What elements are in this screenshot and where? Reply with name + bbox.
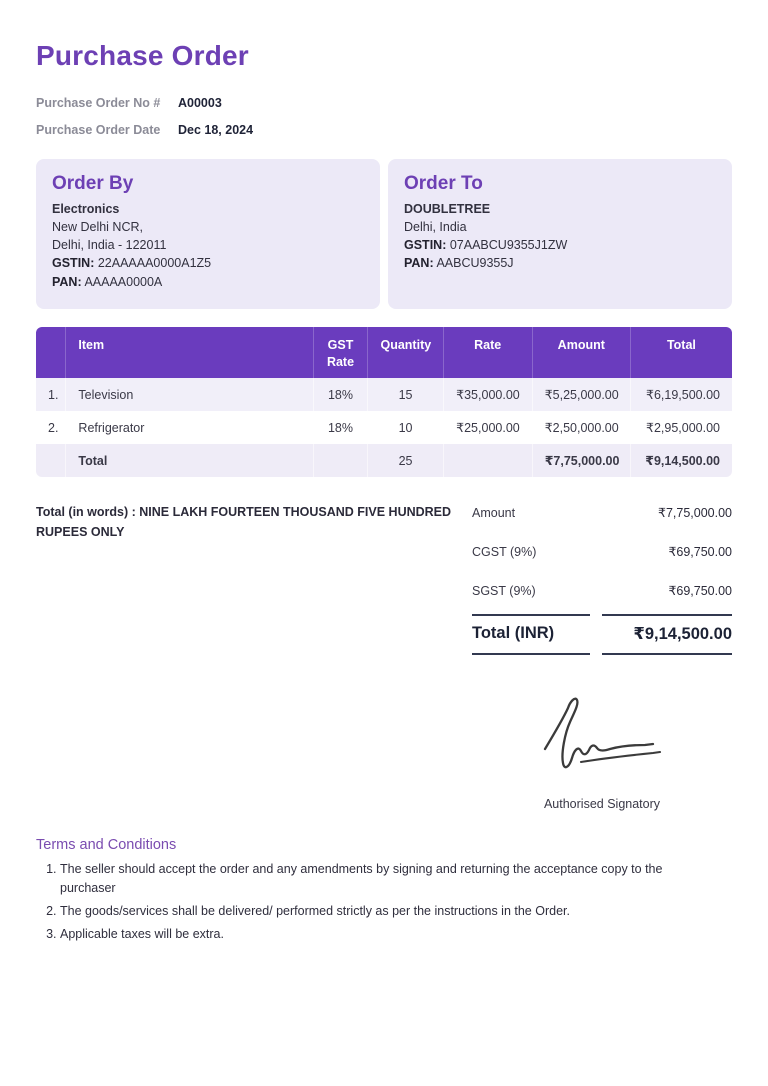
order-to-panel xyxy=(388,159,732,309)
grand-total-row xyxy=(472,614,732,655)
total-row-total: ₹9,14,500.00 xyxy=(630,444,732,477)
column-header-item: Item xyxy=(66,327,313,379)
order-by-address-line1: New Delhi NCR, xyxy=(52,220,143,235)
summary-cgst-label: CGST (9%) xyxy=(472,545,537,560)
order-by-gstin-value: 22AAAAA0000A1Z5 xyxy=(97,256,212,271)
terms-list xyxy=(60,860,732,943)
summary-panel xyxy=(472,497,732,655)
summary-amount-row xyxy=(472,497,732,529)
item-total: ₹6,19,500.00 xyxy=(630,378,732,411)
column-header-rate: Rate xyxy=(443,327,532,379)
summary-sgst-row xyxy=(472,575,732,607)
order-to-gstin xyxy=(404,236,716,254)
order-to-gstin-label: GSTIN: xyxy=(404,238,447,253)
items-header-row xyxy=(36,327,732,379)
terms-item: 3. Applicable taxes will be extra. xyxy=(60,925,710,943)
total-row-label: Total xyxy=(66,444,313,477)
order-to-pan xyxy=(404,254,716,272)
item-quantity: 10 xyxy=(368,411,443,444)
item-rate: ₹35,000.00 xyxy=(443,378,532,411)
po-number-row xyxy=(36,96,732,110)
grand-total-label: Total (INR) xyxy=(472,614,590,655)
column-header-amount: Amount xyxy=(532,327,630,379)
total-in-words: Total (in words) : NINE LAKH FOURTEEN THOUSAND FIVE HUNDRED RUPEES ONLY xyxy=(36,505,452,539)
summary-cgst-value: ₹69,750.00 xyxy=(668,545,732,560)
order-to-pan-value: AABCU9355J xyxy=(436,256,514,271)
po-date-value: Dec 18, 2024 xyxy=(178,123,254,137)
column-header-total: Total xyxy=(630,327,732,379)
po-date-row xyxy=(36,123,732,137)
items-table xyxy=(36,327,732,478)
summary-sgst-label: SGST (9%) xyxy=(472,584,536,599)
column-header-gst-rate: GST Rate xyxy=(313,327,368,379)
item-sn: 1. xyxy=(36,378,66,411)
order-by-pan-label: PAN: xyxy=(52,274,82,289)
column-header-sn xyxy=(36,327,66,379)
total-row-quantity: 25 xyxy=(368,444,443,477)
summary-amount-value: ₹7,75,000.00 xyxy=(658,506,732,521)
summary-cgst-row xyxy=(472,536,732,568)
authorised-signatory-label: Authorised Signatory xyxy=(543,797,661,812)
order-to-gstin-value: 07AABCU9355J1ZW xyxy=(449,238,568,253)
item-sn: 2. xyxy=(36,411,66,444)
order-to-name: DOUBLETREE xyxy=(404,202,491,216)
po-date-label: Purchase Order Date xyxy=(36,123,161,137)
order-by-heading: Order By xyxy=(52,173,134,194)
column-header-quantity: Quantity xyxy=(368,327,443,379)
item-name: Refrigerator xyxy=(66,411,313,444)
total-row-amount: ₹7,75,000.00 xyxy=(532,444,630,477)
page-title: Purchase Order xyxy=(36,40,249,71)
table-row xyxy=(36,378,732,411)
item-gst-rate: 18% xyxy=(313,378,368,411)
order-by-gstin xyxy=(52,254,364,272)
order-to-heading: Order To xyxy=(404,173,483,194)
order-by-pan-value: AAAAA0000A xyxy=(84,274,163,289)
summary-amount-label: Amount xyxy=(472,506,516,521)
order-by-pan xyxy=(52,273,364,291)
order-to-address-line1: Delhi, India xyxy=(404,220,467,235)
order-by-name: Electronics xyxy=(52,202,120,216)
item-amount: ₹5,25,000.00 xyxy=(532,378,630,411)
table-row xyxy=(36,411,732,444)
order-by-gstin-label: GSTIN: xyxy=(52,256,95,271)
signature-block xyxy=(472,689,732,811)
item-total: ₹2,95,000.00 xyxy=(630,411,732,444)
item-gst-rate: 18% xyxy=(313,411,368,444)
item-amount: ₹2,50,000.00 xyxy=(532,411,630,444)
terms-and-conditions xyxy=(36,837,732,943)
terms-item: 1. The seller should accept the order and any amendments by signing and returning the acceptance copy to the purchaser xyxy=(60,860,710,896)
item-quantity: 15 xyxy=(368,378,443,411)
total-row-sn xyxy=(36,444,66,477)
order-by-address-line2: Delhi, India - 122011 xyxy=(52,238,167,253)
signature-icon xyxy=(517,689,687,781)
po-number-label: Purchase Order No # xyxy=(36,96,161,110)
po-number-value: A00003 xyxy=(178,96,222,110)
order-to-pan-label: PAN: xyxy=(404,256,434,271)
total-row-rate xyxy=(443,444,532,477)
total-row-gst xyxy=(313,444,368,477)
grand-total-value: ₹9,14,500.00 xyxy=(602,614,732,655)
summary-sgst-value: ₹69,750.00 xyxy=(668,584,732,599)
item-name: Television xyxy=(66,378,313,411)
party-panels xyxy=(36,159,732,309)
table-total-row xyxy=(36,444,732,477)
order-by-panel xyxy=(36,159,380,309)
terms-heading: Terms and Conditions xyxy=(36,837,177,854)
item-rate: ₹25,000.00 xyxy=(443,411,532,444)
totals-section xyxy=(36,497,732,655)
terms-item: 2. The goods/services shall be delivered/ performed strictly as per the instructions in the Order. xyxy=(60,902,710,920)
